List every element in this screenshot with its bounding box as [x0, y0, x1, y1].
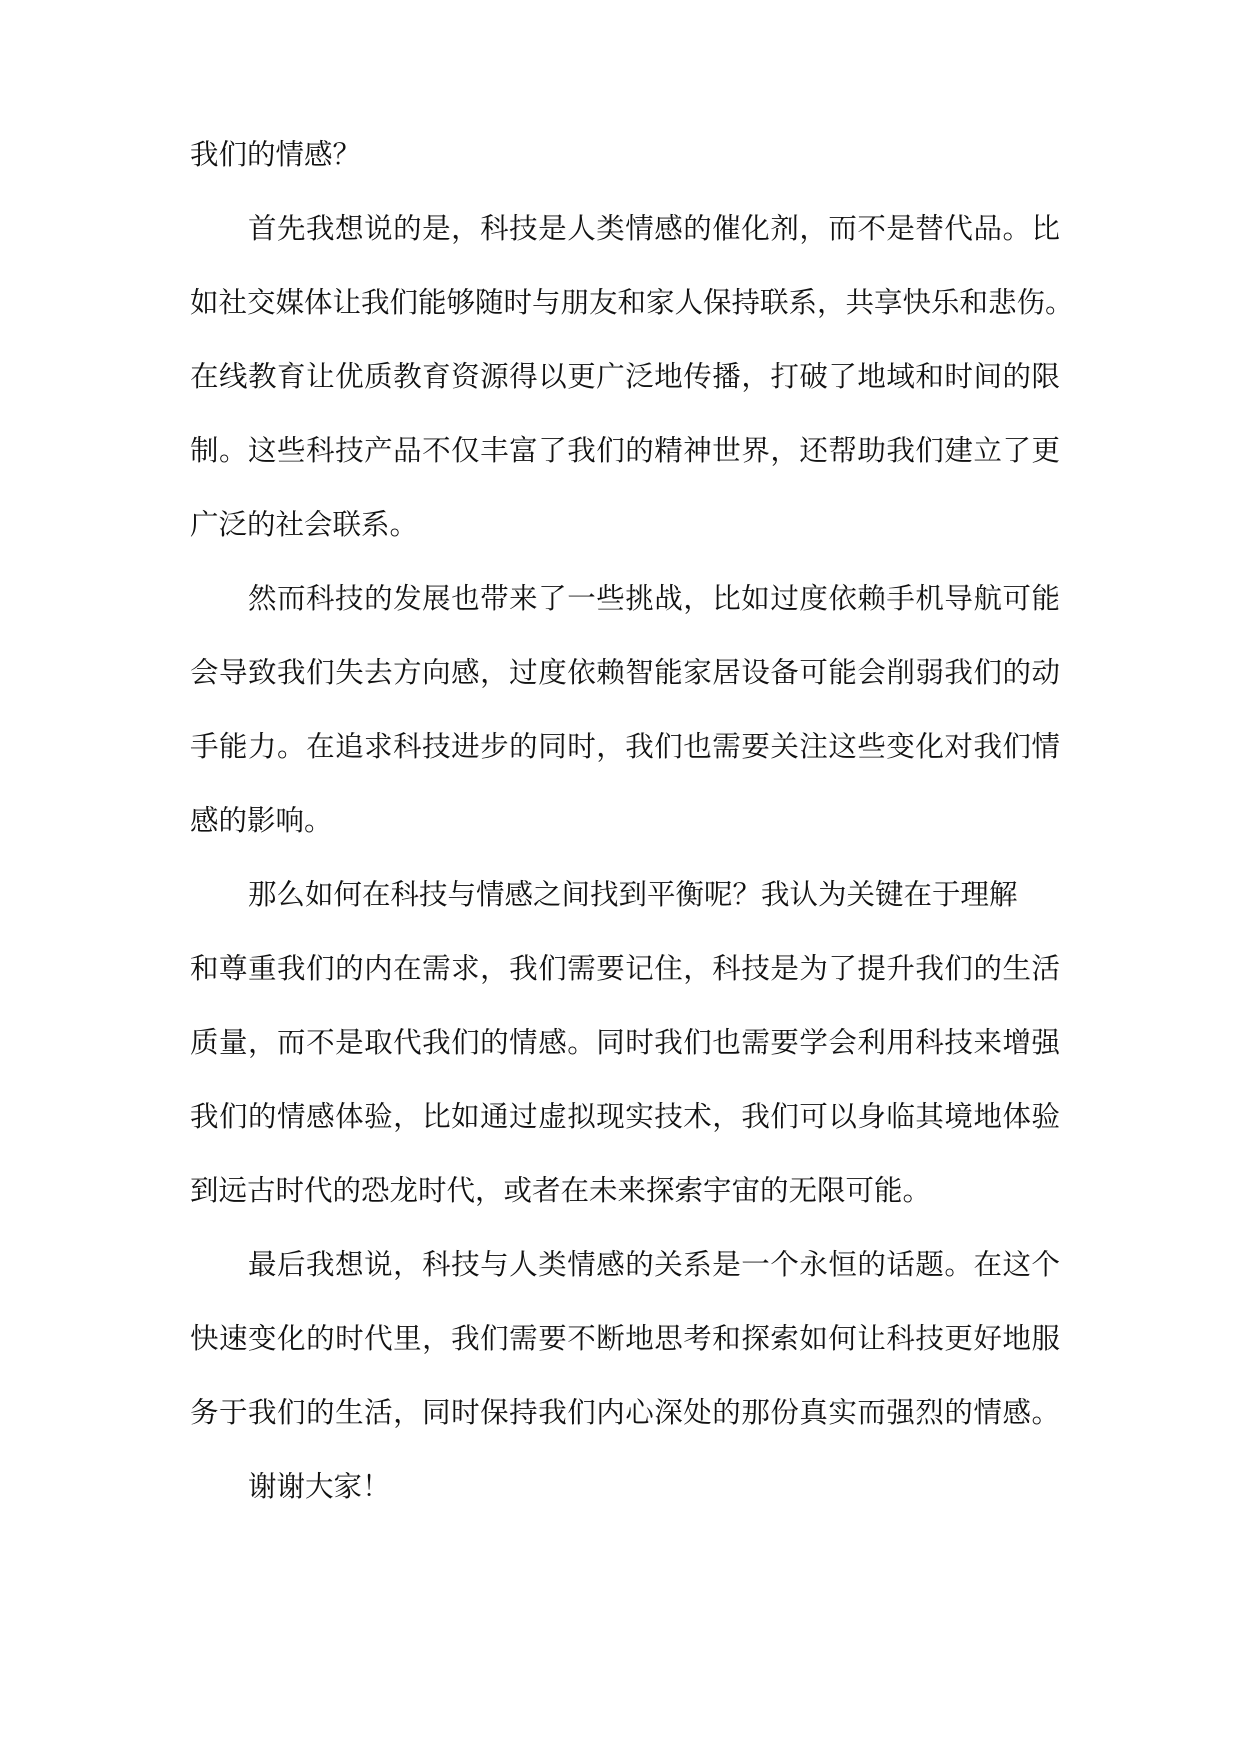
text-line: 然而科技的发展也带来了一些挑战，比如过度依赖手机导航可能 [248, 582, 1060, 615]
text-line: 会导致我们失去方向感，过度依赖智能家居设备可能会削弱我们的动 [190, 656, 1060, 689]
text-line: 我们的情感体验，比如通过虚拟现实技术，我们可以身临其境地体验 [190, 1100, 1060, 1133]
text-line: 最后我想说，科技与人类情感的关系是一个永恒的话题。在这个 [248, 1248, 1060, 1281]
document-body [190, 138, 1074, 1544]
text-line: 我们的情感？ [190, 138, 362, 171]
text-line: 务于我们的生活，同时保持我们内心深处的那份真实而强烈的情感。 [190, 1396, 1060, 1429]
text-line: 那么如何在科技与情感之间找到平衡呢？我认为关键在于理解 [248, 878, 1018, 911]
text-line: 质量，而不是取代我们的情感。同时我们也需要学会利用科技来增强 [190, 1026, 1060, 1059]
text-line: 广泛的社会联系。 [190, 508, 419, 541]
text-line: 到远古时代的恐龙时代，或者在未来探索宇宙的无限可能。 [190, 1174, 932, 1207]
text-line: 手能力。在追求科技进步的同时，我们也需要关注这些变化对我们情 [190, 730, 1060, 763]
text-line: 如社交媒体让我们能够随时与朋友和家人保持联系，共享快乐和悲伤。 [190, 286, 1074, 319]
text-line: 感的影响。 [190, 804, 333, 837]
text-line: 谢谢大家！ [248, 1470, 391, 1503]
text-line: 和尊重我们的内在需求，我们需要记住，科技是为了提升我们的生活 [190, 952, 1060, 985]
text-line: 在线教育让优质教育资源得以更广泛地传播，打破了地域和时间的限 [190, 360, 1060, 393]
text-line: 快速变化的时代里，我们需要不断地思考和探索如何让科技更好地服 [190, 1322, 1060, 1355]
text-line: 制。这些科技产品不仅丰富了我们的精神世界，还帮助我们建立了更 [190, 434, 1060, 467]
text-line: 首先我想说的是，科技是人类情感的催化剂，而不是替代品。比 [248, 212, 1060, 245]
